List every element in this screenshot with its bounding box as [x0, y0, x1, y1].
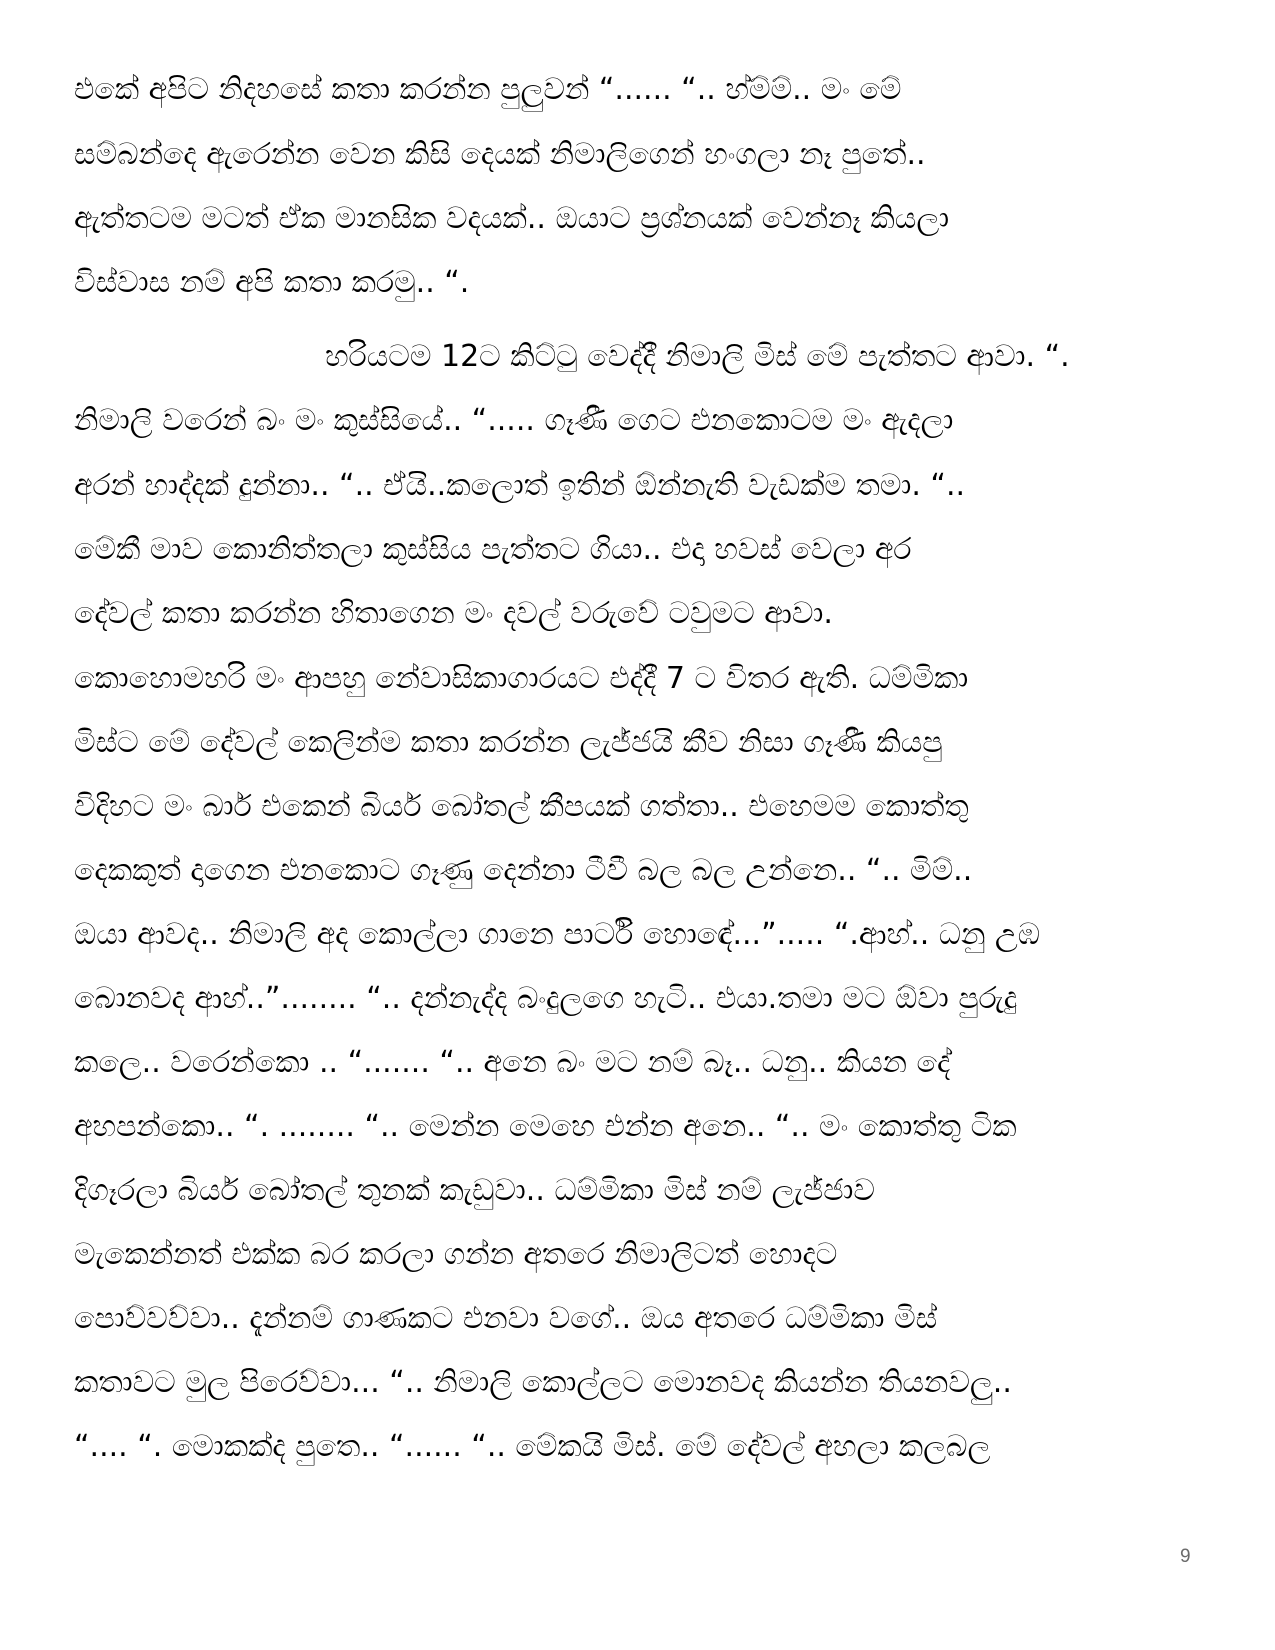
- paragraph-first-line: හරියටම 12ට කිට්ටු වෙද්දී නිමාලි මිස් මේ පැත්තට ආවා. “.: [325, 339, 1070, 374]
- text-line: ඔයා ආවද.. නිමාලි අද කොල්ලා ගානෙ පාර්ටි හොඳේ...”..... “.ආහ්.. ධනු උඹ: [74, 917, 1041, 952]
- text-line: කොහොමහරි මං ආපහු නේවාසිකාගාරයට එද්දී 7 ට විතර ඇති. ධම්මිකා: [74, 661, 969, 696]
- text-line: කලෙ.. වරෙන්කො .. “....... “.. අනෙ බං මට නම් බෑ.. ධනු.. කියන දේ: [74, 1045, 951, 1080]
- text-line: එකේ අපිට නිදහසේ කතා කරන්න පුලුවන් “...... “.. හ්ම්ම්.. මං මේ: [74, 72, 902, 107]
- text-line: ඇත්තටම මටත් ඒක මානසික වදයක්.. ඔයාට ප්‍රශ්නයක් වෙන්නෑ කියලා: [74, 201, 950, 236]
- page-number: 9: [1180, 1546, 1191, 1567]
- text-line: බොනවද ආහ්..”........ “.. දන්නැද්ද බංදුලගෙ හැටි.. එයා.තමා මට ඕවා පුරුදු: [74, 981, 1018, 1016]
- text-line: අහපන්කො.. “. ........ “.. මෙන්න මෙහෙ එන්න අනෙ.. “.. මං කොත්තු ටික: [74, 1109, 1017, 1144]
- text-line: සම්බන්දෙ ඇරෙන්න වෙන කිසි දෙයක් නිමාලිගෙන් හංගලා නෑ පුතේ..: [74, 137, 926, 172]
- text-line: දෙකකුත් දාගෙන එනකොට ගෑණු දෙන්නා ටීවී බල බල උන්නෙ.. “.. මිම්..: [74, 853, 973, 888]
- text-line: විස්වාස නම් අපි කතා කරමු.. “.: [74, 265, 470, 300]
- text-line: මිස්ට මේ දේවල් කෙලින්ම කතා කරන්න ලැජ්ජයි කීව නිසා ගෑණී කියපු: [74, 725, 943, 760]
- text-line: මේකී මාව කොනිත්තලා කුස්සිය පැත්තට ගියා.. එදා හවස් වෙලා අර: [74, 532, 912, 567]
- text-line: දේවල් කතා කරන්න හිතාගෙන මං දවල් වරුවේ ටවුමට ආවා.: [74, 596, 833, 631]
- text-line: දිගෑරලා බියර් බෝතල් තුනක් කැඩුවා.. ධම්මිකා මිස් නම් ලැජ්ජාව: [74, 1173, 875, 1208]
- text-line: අරන් හාද්දක් දුන්නා.. “.. ඒයි..කලොත් ඉතින් ඕන්නැති වැඩක්ම තමා. “..: [74, 468, 966, 503]
- text-line: කතාවට මුල පිරෙව්වා... “.. නිමාලි කොල්ලට මොනවද කියන්න තියනවලු..: [74, 1365, 1012, 1400]
- text-line: විදිහට මං බාර් එකෙන් බියර් බෝතල් කීපයක් ගත්තා.. එහෙමම කොත්තු: [74, 789, 969, 824]
- text-line: “.... “. මොකක්ද පුතෙ.. “...... “.. මේකයි මිස්. මේ දේවල් අහලා කලබල: [74, 1429, 991, 1464]
- text-line: පොව්වව්වා.. දැන්නම් ගාණකට එනවා වගේ.. ඔය අතරෙ ධම්මිකා මිස්: [74, 1301, 938, 1336]
- text-line: නිමාලි වරෙන් බං මං කුස්සියේ.. “..... ගෑණී ගෙට එනකොටම මං ඇදලා: [74, 403, 954, 438]
- text-line: මැකෙන්නත් එක්ක බර කරලා ගන්න අතරෙ නිමාලිටත් හොදට: [74, 1237, 838, 1272]
